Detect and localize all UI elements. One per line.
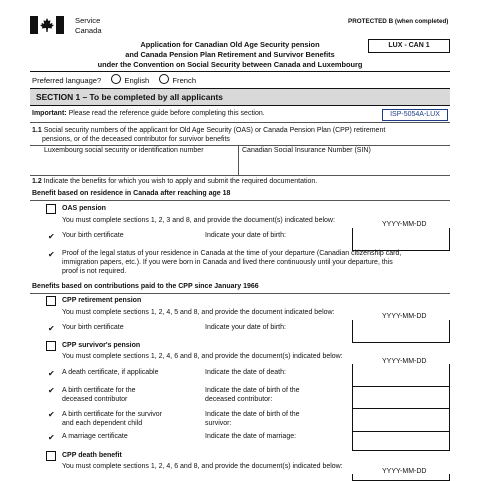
cpp-survivor-title: CPP survivor's pension xyxy=(62,342,141,349)
item-deceased-birth-certificate xyxy=(62,386,136,404)
oas-pension-checkbox[interactable] xyxy=(46,204,56,214)
cpp-retirement-title: CPP retirement pension xyxy=(62,297,142,304)
reference-guide-link[interactable]: ISP-5054A-LUX xyxy=(382,109,448,121)
cpp-survivor-instructions: You must complete sections 1, 2, 4, 6 and 8, and provide the document(s) indicated below: xyxy=(62,353,343,360)
form-code-box: LUX - CAN 1 xyxy=(368,39,450,53)
date-of-death-field[interactable] xyxy=(352,364,450,387)
question-1-1-text-line-1: Social security numbers of the applicant for Old Age Security (OAS) or Canada Pension Plan (CPP) retirement xyxy=(43,127,386,134)
date-of-death-prompt: Indicate the date of death: xyxy=(205,369,286,376)
cpp-death-benefit-checkbox[interactable] xyxy=(46,451,56,461)
question-1-1-text-line-2: pensions, or of the deceased contributor for survivor benefits xyxy=(42,136,230,143)
checkmark-icon: ✔ xyxy=(48,386,55,395)
oas-item-legal-status-line-3: proof is not required. xyxy=(62,268,127,275)
french-label: French xyxy=(172,76,197,85)
cpp-retirement-date-of-birth-field[interactable] xyxy=(352,320,450,343)
oas-item-legal-status-line-1: Proof of the legal status of your residence in Canada at the time of your departure (Canadian citizenship card, xyxy=(62,250,402,257)
section-1-header: SECTION 1 – To be completed by all applicants xyxy=(30,88,450,106)
important-note xyxy=(32,110,265,117)
oas-item-birth-certificate: Your birth certificate xyxy=(62,232,124,239)
divider xyxy=(30,175,450,176)
survivor-date-of-birth-prompt-line-2: survivor: xyxy=(205,420,232,427)
question-1-2-text: Indicate the benefits for which you wish to apply and submit the required documentation. xyxy=(43,178,318,185)
residence-heading: Benefit based on residence in Canada after reaching age 18 xyxy=(32,190,231,197)
divider xyxy=(30,122,450,123)
oas-date-placeholder: YYYY-MM-DD xyxy=(382,221,427,228)
french-radio[interactable] xyxy=(159,74,169,84)
date-of-marriage-prompt: Indicate the date of marriage: xyxy=(205,433,297,440)
item-survivor-birth-certificate-line-1: A birth certificate for the survivor xyxy=(62,411,162,418)
form-title-line-2: and Canada Pension Plan Retirement and Survivor Benefits xyxy=(125,50,335,59)
form-title-line-3: under the Convention on Social Security between Canada and Luxembourg xyxy=(97,60,363,69)
canada-flag-icon xyxy=(30,16,64,34)
question-1-1 xyxy=(32,126,452,144)
agency-name-fr: Canada xyxy=(75,26,102,35)
contributions-heading: Benefits based on contributions paid to the CPP since January 1966 xyxy=(32,283,259,290)
cpp-retirement-checkbox[interactable] xyxy=(46,296,56,306)
cpp-death-benefit-instructions: You must complete sections 1, 2, 4, 6 and 8, and provide the document(s) indicated below: xyxy=(62,463,343,470)
cpp-retirement-item-birth-certificate: Your birth certificate xyxy=(62,324,124,331)
question-1-2-number: 1.2 xyxy=(32,178,42,185)
luxembourg-number-label: Luxembourg social security or identification number xyxy=(44,147,204,154)
important-label: Important: xyxy=(32,110,67,117)
cpp-death-benefit-date-placeholder: YYYY-MM-DD xyxy=(382,468,427,475)
deceased-date-of-birth-prompt-line-1: Indicate the date of birth of the xyxy=(205,387,300,394)
deceased-date-of-birth-prompt-line-2: deceased contributor: xyxy=(205,396,273,403)
sin-field[interactable] xyxy=(239,145,450,175)
cpp-retirement-date-of-birth-prompt: Indicate your date of birth: xyxy=(205,324,286,331)
important-text: Please read the reference guide before completing this section. xyxy=(68,110,265,117)
language-row xyxy=(32,74,196,85)
oas-item-legal-status-line-2: immigration papers, etc.). If you were born in Canada and lived there continuously until your departure, this xyxy=(62,259,393,266)
question-1-2 xyxy=(32,178,317,185)
item-death-certificate: A death certificate, if applicable xyxy=(62,369,159,376)
item-deceased-birth-certificate-line-2: deceased contributor xyxy=(62,396,128,403)
date-of-marriage-field[interactable] xyxy=(352,428,450,451)
deceased-date-of-birth-prompt xyxy=(205,386,300,404)
oas-date-of-birth-field[interactable] xyxy=(352,228,450,251)
checkmark-icon: ✔ xyxy=(48,250,55,259)
luxembourg-number-field[interactable] xyxy=(30,145,238,175)
item-survivor-birth-certificate-line-2: and each dependent child xyxy=(62,420,143,427)
checkmark-icon: ✔ xyxy=(48,410,55,419)
oas-pension-title: OAS pension xyxy=(62,205,106,212)
checkmark-icon: ✔ xyxy=(48,324,55,333)
cpp-survivor-checkbox[interactable] xyxy=(46,341,56,351)
form-title xyxy=(80,40,380,70)
divider xyxy=(30,200,450,201)
item-survivor-birth-certificate xyxy=(62,410,162,428)
oas-instructions: You must complete sections 1, 2, 3 and 8, and provide the document(s) indicated below: xyxy=(62,217,335,224)
sin-label: Canadian Social Insurance Number (SIN) xyxy=(242,147,371,154)
question-1-1-number: 1.1 xyxy=(32,127,42,134)
survivor-date-of-birth-prompt xyxy=(205,410,300,428)
survivor-date-of-birth-prompt-line-1: Indicate the date of birth of the xyxy=(205,411,300,418)
checkmark-icon: ✔ xyxy=(48,232,55,241)
header-divider xyxy=(30,71,450,72)
checkmark-icon: ✔ xyxy=(48,369,55,378)
cpp-retirement-date-placeholder: YYYY-MM-DD xyxy=(382,313,427,320)
english-radio[interactable] xyxy=(111,74,121,84)
oas-item-legal-status xyxy=(62,249,452,276)
item-deceased-birth-certificate-line-1: A birth certificate for the xyxy=(62,387,136,394)
cpp-death-benefit-title: CPP death benefit xyxy=(62,452,122,459)
oas-date-of-birth-prompt: Indicate your date of birth: xyxy=(205,232,286,239)
language-label: Preferred language? xyxy=(32,76,102,85)
divider xyxy=(30,293,450,294)
checkmark-icon: ✔ xyxy=(48,433,55,442)
cpp-survivor-date-placeholder: YYYY-MM-DD xyxy=(382,358,427,365)
protected-label: PROTECTED B (when completed) xyxy=(348,18,449,25)
form-title-line-1: Application for Canadian Old Age Security pension xyxy=(140,40,320,49)
agency-name-en: Service xyxy=(75,16,101,25)
deceased-date-of-birth-field[interactable] xyxy=(352,386,450,409)
cpp-retirement-instructions: You must complete sections 1, 2, 4, 5 and 8, and provide the document indicated below: xyxy=(62,309,335,316)
item-marriage-certificate: A marriage certificate xyxy=(62,433,128,440)
english-label: English xyxy=(124,76,150,85)
